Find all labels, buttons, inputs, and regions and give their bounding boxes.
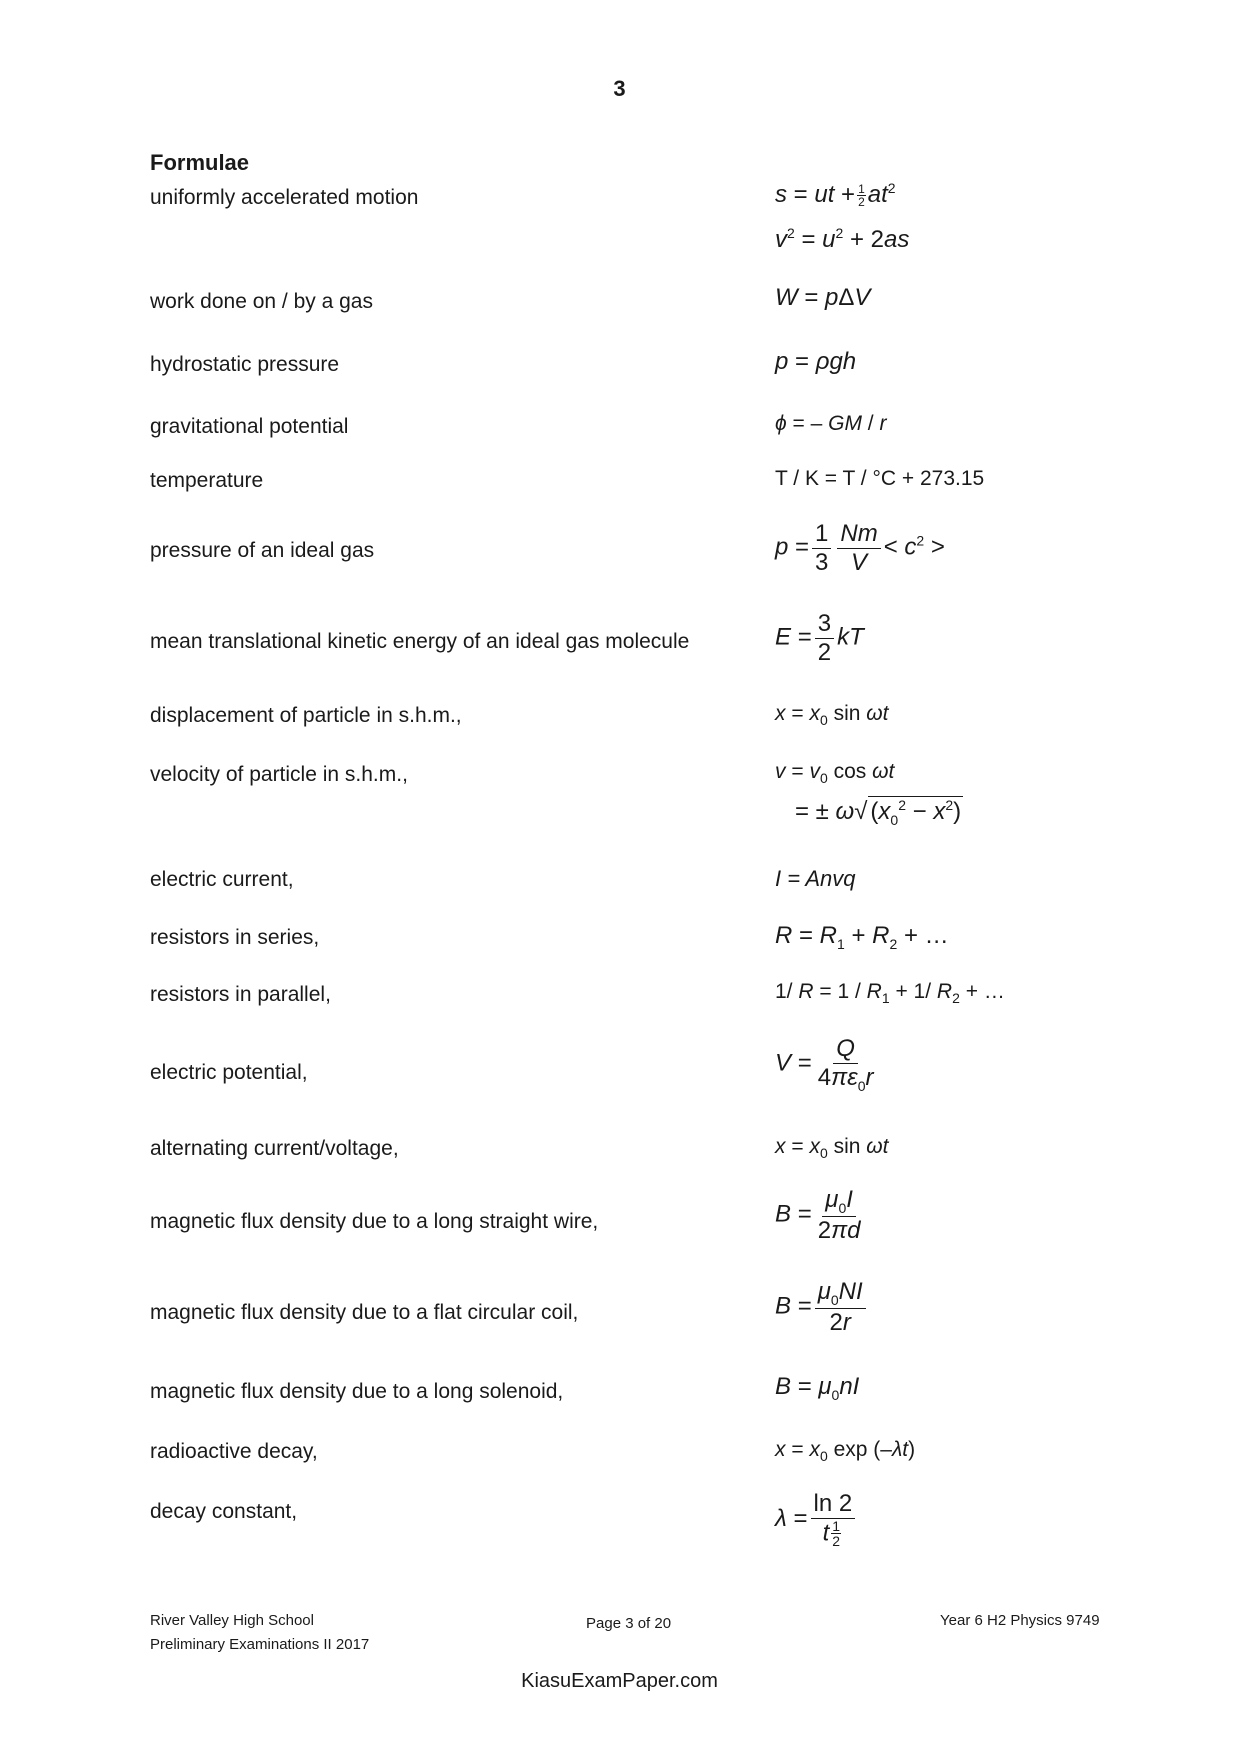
label-circular-coil: magnetic flux density due to a flat circular coil, bbox=[150, 1301, 579, 1324]
label-electric-current: electric current, bbox=[150, 868, 294, 891]
parallel-tail: + … bbox=[965, 980, 1005, 1003]
formula-suvat-1: s = ut + $\frac{1}{2}$ $at^2$ bbox=[775, 180, 896, 210]
label-electric-potential: electric potential, bbox=[150, 1061, 308, 1084]
formula-straight-wire: B = $\frac{\mu_0I}{2\pi d}$ bbox=[775, 1186, 861, 1244]
formula-resistors-parallel: 1/ $R = 1 / R_1 + 1/$ $R_2$ + … bbox=[775, 980, 1005, 1007]
footer-exam: Preliminary Examinations II 2017 bbox=[150, 1636, 370, 1653]
formula-resistors-series: $R = R_1 + R_2$ + … bbox=[775, 922, 949, 952]
label-straight-wire: magnetic flux density due to a long straight wire, bbox=[150, 1210, 599, 1233]
label-shm-velocity: velocity of particle in s.h.m., bbox=[150, 763, 408, 786]
label-uniform-motion: uniformly accelerated motion bbox=[150, 186, 419, 209]
label-resistors-parallel: resistors in parallel, bbox=[150, 983, 331, 1006]
label-work-gas: work done on / by a gas bbox=[150, 290, 373, 313]
label-hydrostatic: hydrostatic pressure bbox=[150, 353, 340, 376]
formula-shm-velocity-2: = ± ω√ $(x_0^2 - x^2)$ bbox=[795, 797, 962, 828]
formula-electric-potential: V = $\frac{Q}{4\pi\varepsilon_0r}$ bbox=[775, 1035, 874, 1094]
formula-shm-displacement: $x = x_0$ sin ωt bbox=[775, 702, 889, 729]
formula-alternating: $x = x_0$ sin ωt bbox=[775, 1135, 889, 1162]
label-temperature: temperature bbox=[150, 469, 264, 492]
formula-ideal-gas-pressure: p = $\frac{1}{3}$ $\frac{Nm}{V}$ < $c^2$ > bbox=[775, 520, 945, 576]
section-heading: Formulae bbox=[150, 150, 250, 175]
formula-work-gas: W = pΔV bbox=[775, 284, 871, 311]
page-number: 3 bbox=[613, 76, 626, 101]
formula-shm-velocity-1: $v = v_0$ cos ωt bbox=[775, 760, 895, 787]
formula-solenoid: $B = \mu_0nI$ bbox=[775, 1373, 860, 1403]
formula-circular-coil: B = $\frac{\mu_0NI}{2r}$ bbox=[775, 1278, 869, 1336]
footer-site: KiasuExamPaper.com bbox=[521, 1670, 718, 1692]
label-decay-constant: decay constant, bbox=[150, 1500, 298, 1523]
formula-hydrostatic: p = ρgh bbox=[775, 348, 857, 375]
formula-suvat-2: $v^2 = u^2 + 2as$ bbox=[775, 225, 910, 253]
formula-temperature: T / K = T / °C + 273.15 bbox=[775, 467, 985, 490]
footer-course: Year 6 H2 Physics 9749 bbox=[940, 1612, 1100, 1629]
footer-school: River Valley High School bbox=[150, 1612, 314, 1629]
series-tail: + … bbox=[903, 922, 949, 949]
label-radioactive-decay: radioactive decay, bbox=[150, 1440, 318, 1463]
label-solenoid: magnetic flux density due to a long solenoid, bbox=[150, 1380, 564, 1403]
formula-kinetic-energy: E = $\frac{3}{2}$ kT bbox=[775, 610, 864, 666]
label-resistors-series: resistors in series, bbox=[150, 926, 320, 949]
label-kinetic-energy: mean translational kinetic energy of an ideal gas molecule bbox=[150, 630, 690, 653]
formula-electric-current: I = Anvq bbox=[775, 866, 856, 891]
footer-page: Page 3 of 20 bbox=[586, 1615, 672, 1632]
formula-radioactive-decay: $x = x_0$ exp (–λt) bbox=[775, 1438, 916, 1465]
label-ideal-gas-pressure: pressure of an ideal gas bbox=[150, 539, 375, 562]
label-shm-displacement: displacement of particle in s.h.m., bbox=[150, 704, 462, 727]
label-alternating: alternating current/voltage, bbox=[150, 1137, 399, 1160]
formula-grav-potential: ϕ = – GM / r bbox=[775, 412, 887, 435]
label-grav-potential: gravitational potential bbox=[150, 415, 349, 438]
formula-decay-constant: λ = ln 2 t $\frac{1}{2}$ bbox=[775, 1490, 858, 1549]
